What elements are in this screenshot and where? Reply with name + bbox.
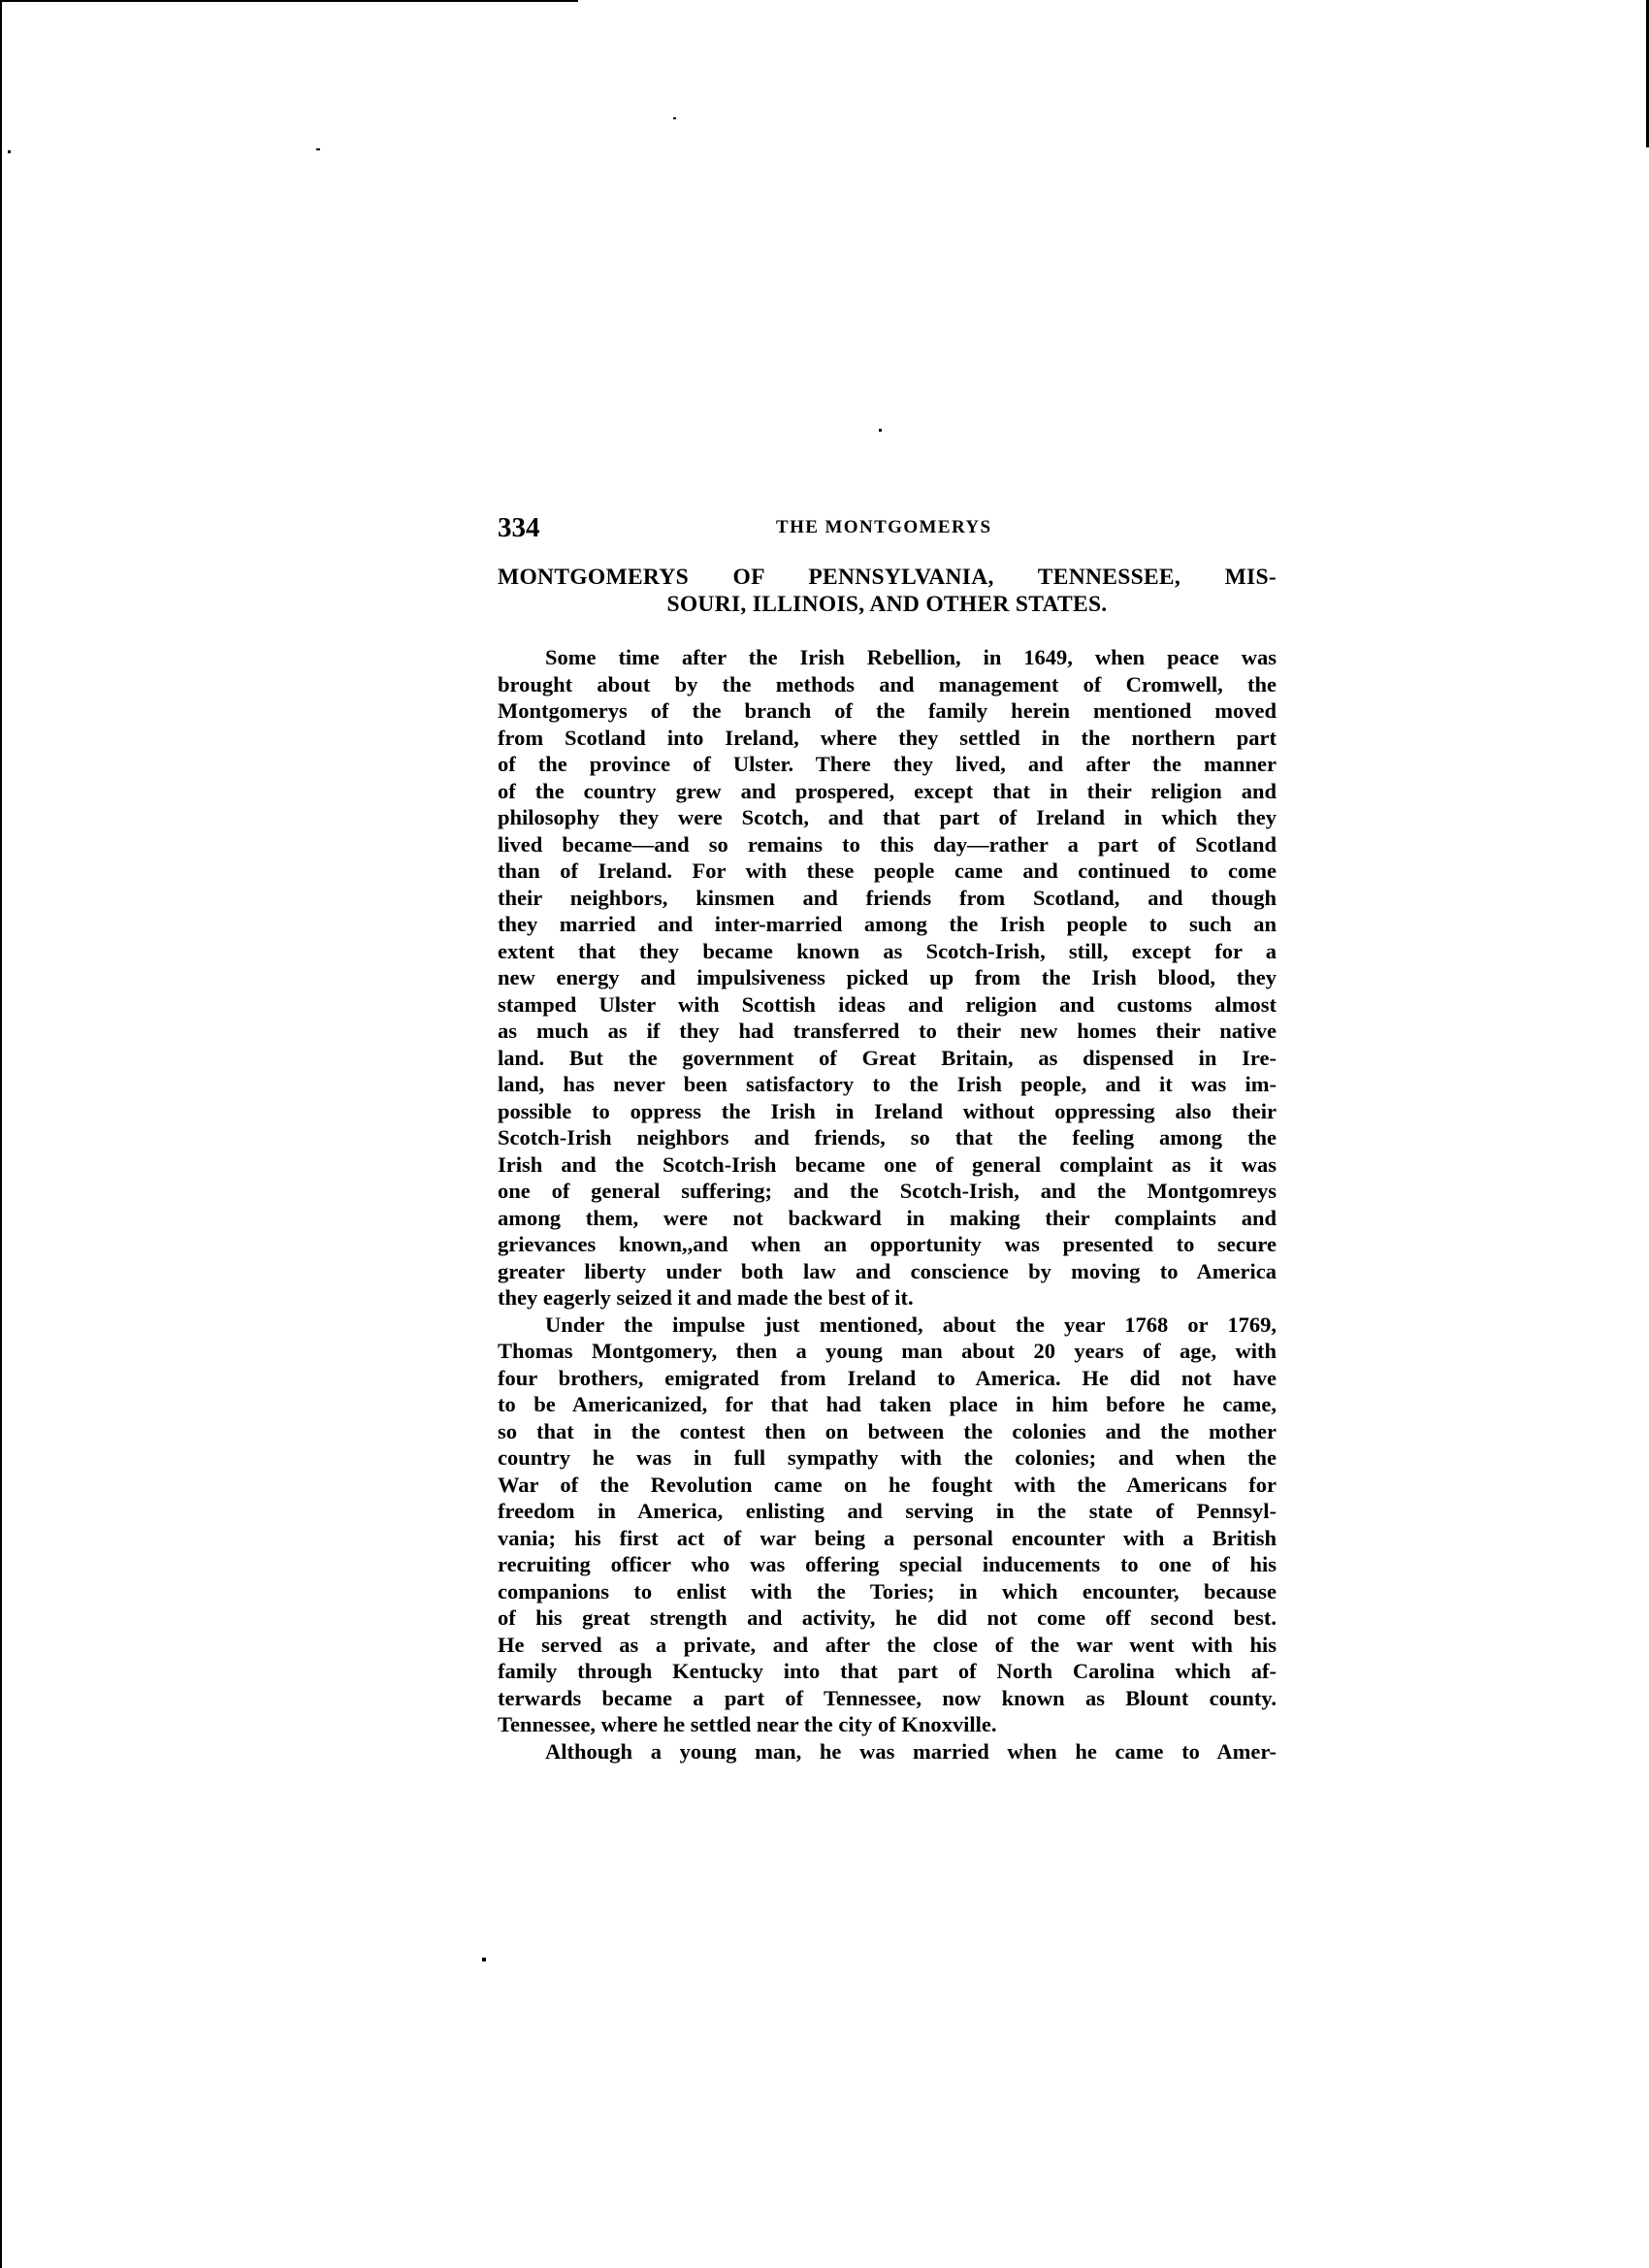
text-line: stamped Ulster with Scottish ideas and religion and customs almost [498, 991, 1277, 1017]
text-line: vania; his first act of war being a personal encounter with a British [498, 1525, 1277, 1550]
text-line: they eagerly seized it and made the best of it. [498, 1285, 914, 1310]
text-line: country he was in full sympathy with the colonies; and when the [498, 1445, 1277, 1470]
text-line: Some time after the Irish Rebellion, in 1649, when peace was [545, 645, 1277, 669]
text-line: Tennessee, where he settled near the city of Knoxville. [498, 1712, 997, 1736]
text-line: from Scotland into Ireland, where they settled in the northern part [498, 725, 1277, 750]
text-line: so that in the contest then on between the colonies and the mother [498, 1418, 1277, 1443]
chapter-title-line: MONTGOMERYS OF PENNSYLVANIA, TENNESSEE, MIS- [498, 565, 1277, 590]
text-line: new energy and impulsiveness picked up from the Irish blood, they [498, 965, 1277, 989]
text-line: possible to oppress the Irish in Ireland without oppressing also their [498, 1098, 1277, 1123]
scan-speck [8, 150, 11, 153]
book-page [498, 512, 1277, 1765]
text-line: brought about by the methods and management of Cromwell, the [498, 671, 1277, 697]
text-line: Irish and the Scotch-Irish became one of general complaint as it was [498, 1151, 1277, 1177]
running-head [498, 512, 1277, 547]
text-line: as much as if they had transferred to their new homes their native [498, 1019, 1277, 1043]
text-line: Under the impulse just mentioned, about the year 1768 or 1769, [545, 1312, 1277, 1337]
text-line: War of the Revolution came on he fought with the Americans for [498, 1472, 1277, 1497]
text-line: among them, were not backward in making their complaints and [498, 1205, 1277, 1230]
page-number: 334 [498, 512, 540, 543]
text-line: land. But the government of Great Britain, as dispensed in Ire- [498, 1045, 1277, 1070]
scan-speck [482, 1958, 486, 1961]
text-line: one of general suffering; and the Scotch-Irish, and the Montgomreys [498, 1179, 1277, 1203]
scan-speck [879, 429, 882, 432]
text-line: their neighbors, kinsmen and friends from Scotland, and though [498, 885, 1277, 910]
text-line: terwards became a part of Tennessee, now known as Blount county. [498, 1685, 1277, 1710]
scan-border-left [0, 0, 2, 2268]
text-line: Scotch-Irish neighbors and friends, so that the feeling among the [498, 1125, 1277, 1150]
text-line: recruiting officer who was offering special inducements to one of his [498, 1552, 1277, 1576]
paragraph [498, 1738, 1277, 1766]
chapter-title [498, 565, 1277, 618]
text-line: lived became—and so remains to this day—rather a part of Scotland [498, 831, 1277, 857]
text-line: land, has never been satisfactory to the Irish people, and it was im- [498, 1072, 1277, 1096]
text-line: Montgomerys of the branch of the family herein mentioned moved [498, 698, 1277, 723]
scan-speck [316, 148, 320, 150]
paragraph [498, 644, 1277, 1312]
text-line: than of Ireland. For with these people came and continued to come [498, 859, 1277, 883]
chapter-title-line: SOURI, ILLINOIS, AND OTHER STATES. [666, 591, 1108, 617]
text-line: Although a young man, he was married when he came to Amer- [545, 1738, 1277, 1764]
text-line: He served as a private, and after the close of the war went with his [498, 1632, 1277, 1657]
scan-border-top [0, 0, 578, 2]
text-line: of the country grew and prospered, except that in their religion and [498, 778, 1277, 803]
running-title: THE MONTGOMERYS [776, 517, 992, 537]
body-text [498, 644, 1277, 1765]
text-line: grievances known,,and when an opportunity was presented to secure [498, 1232, 1277, 1256]
text-line: freedom in America, enlisting and serving in the state of Pennsyl- [498, 1499, 1277, 1523]
text-line: extent that they became known as Scotch-Irish, still, except for a [498, 938, 1277, 963]
text-line: they married and inter-married among the Irish people to such an [498, 912, 1277, 936]
text-line: family through Kentucky into that part of North Carolina which af- [498, 1659, 1277, 1683]
text-line: greater liberty under both law and conscience by moving to America [498, 1258, 1277, 1283]
scan-speck [673, 117, 676, 119]
text-line: Thomas Montgomery, then a young man about 20 years of age, with [498, 1339, 1277, 1363]
text-line: to be Americanized, for that had taken place in him before he came, [498, 1392, 1277, 1416]
text-line: four brothers, emigrated from Ireland to America. He did not have [498, 1365, 1277, 1390]
paragraph [498, 1312, 1277, 1738]
text-line: philosophy they were Scotch, and that part of Ireland in which they [498, 805, 1277, 829]
text-line: of his great strength and activity, he did not come off second best. [498, 1605, 1277, 1630]
text-line: of the province of Ulster. There they lived, and after the manner [498, 752, 1277, 776]
text-line: companions to enlist with the Tories; in which encounter, because [498, 1578, 1277, 1604]
